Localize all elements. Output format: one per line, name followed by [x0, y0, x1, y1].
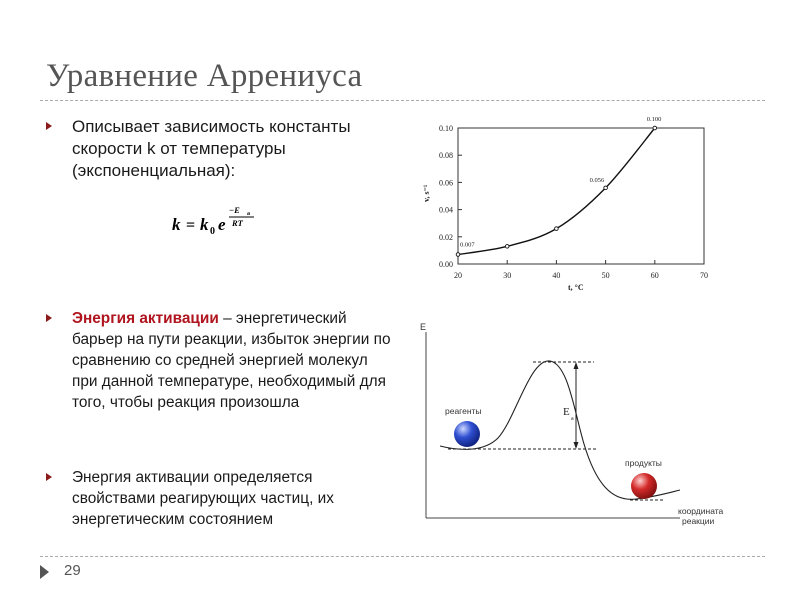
plot-frame	[458, 128, 704, 264]
formula-exp-base: e	[218, 215, 226, 234]
y-tick-label: 0.06	[439, 178, 453, 188]
bullet-1-text: Описывает зависимость константы скорости k от температуры (экспоненциальная):	[72, 117, 351, 180]
reactant-ball-icon	[454, 421, 480, 447]
x-tick-label: 40	[552, 271, 561, 280]
y-tick-label: 0.00	[439, 260, 453, 269]
data-label: 0.100	[646, 116, 662, 123]
footer-divider	[40, 556, 765, 557]
x-axis-label-line2: реакции	[682, 516, 715, 526]
slide-nav-arrow-icon[interactable]	[40, 565, 49, 579]
arrhenius-formula	[170, 200, 265, 236]
products-label: продукты	[625, 458, 662, 468]
formula-exp-denominator: RT	[232, 218, 243, 228]
x-tick-label: 50	[601, 271, 610, 280]
ea-label-subscript: a	[571, 416, 574, 422]
y-tick-label: 0.04	[439, 205, 453, 215]
bullet-marker-icon	[46, 122, 52, 130]
energy-axis-label: E	[420, 322, 427, 332]
data-point	[555, 227, 559, 231]
x-axis-label: t, °C	[568, 283, 584, 292]
y-tick-label: 0.02	[439, 232, 453, 242]
rate-vs-temperature-chart	[418, 112, 718, 294]
data-point	[604, 186, 608, 190]
reactants-label: реагенты	[445, 406, 482, 416]
activation-energy-diagram	[418, 318, 768, 528]
x-tick-label: 70	[700, 271, 708, 280]
bullet-2-definition: – энергетический барьер на пути реакции, избыток энергии по сравнению со средней энергией молекул при данной температуре, необходимый для того, чтобы реакция произошла	[72, 310, 391, 411]
x-tick-label: 20	[454, 271, 462, 280]
formula-equals: =	[186, 217, 196, 234]
activation-energy-term: Энергия активации	[72, 310, 219, 327]
x-tick-label: 60	[650, 271, 659, 280]
formula-exp-numerator-subscript: a	[247, 211, 250, 217]
x-tick-label: 30	[503, 271, 512, 280]
formula-k0-subscript: 0	[210, 226, 215, 236]
data-label: 0.056	[589, 176, 605, 184]
slide-title: Уравнение Аррениуса	[46, 58, 363, 94]
product-ball-icon	[631, 473, 657, 499]
data-point	[456, 253, 460, 257]
bullet-3-text: Энергия активации определяется свойствами реагирующих частиц, их энергетическим состоянием	[72, 469, 334, 528]
y-axis-label: v, s⁻¹	[422, 184, 431, 202]
title-divider	[40, 100, 765, 101]
bullet-marker-icon	[46, 314, 52, 322]
data-point	[653, 126, 657, 130]
x-axis-label-line1: координата	[678, 506, 724, 516]
formula-lhs: k	[172, 215, 181, 234]
formula-k0: k	[200, 215, 209, 234]
data-label: 0.007	[460, 241, 475, 249]
y-tick-label: 0.10	[439, 124, 453, 133]
y-tick-label: 0.08	[439, 151, 453, 161]
bullet-2-text	[72, 308, 392, 413]
ea-label: E	[563, 406, 570, 418]
data-point	[505, 245, 509, 249]
formula-exp-numerator: −E	[229, 205, 240, 215]
series-line	[458, 128, 655, 254]
bullet-marker-icon	[46, 473, 52, 481]
page-number: 29	[64, 562, 81, 579]
